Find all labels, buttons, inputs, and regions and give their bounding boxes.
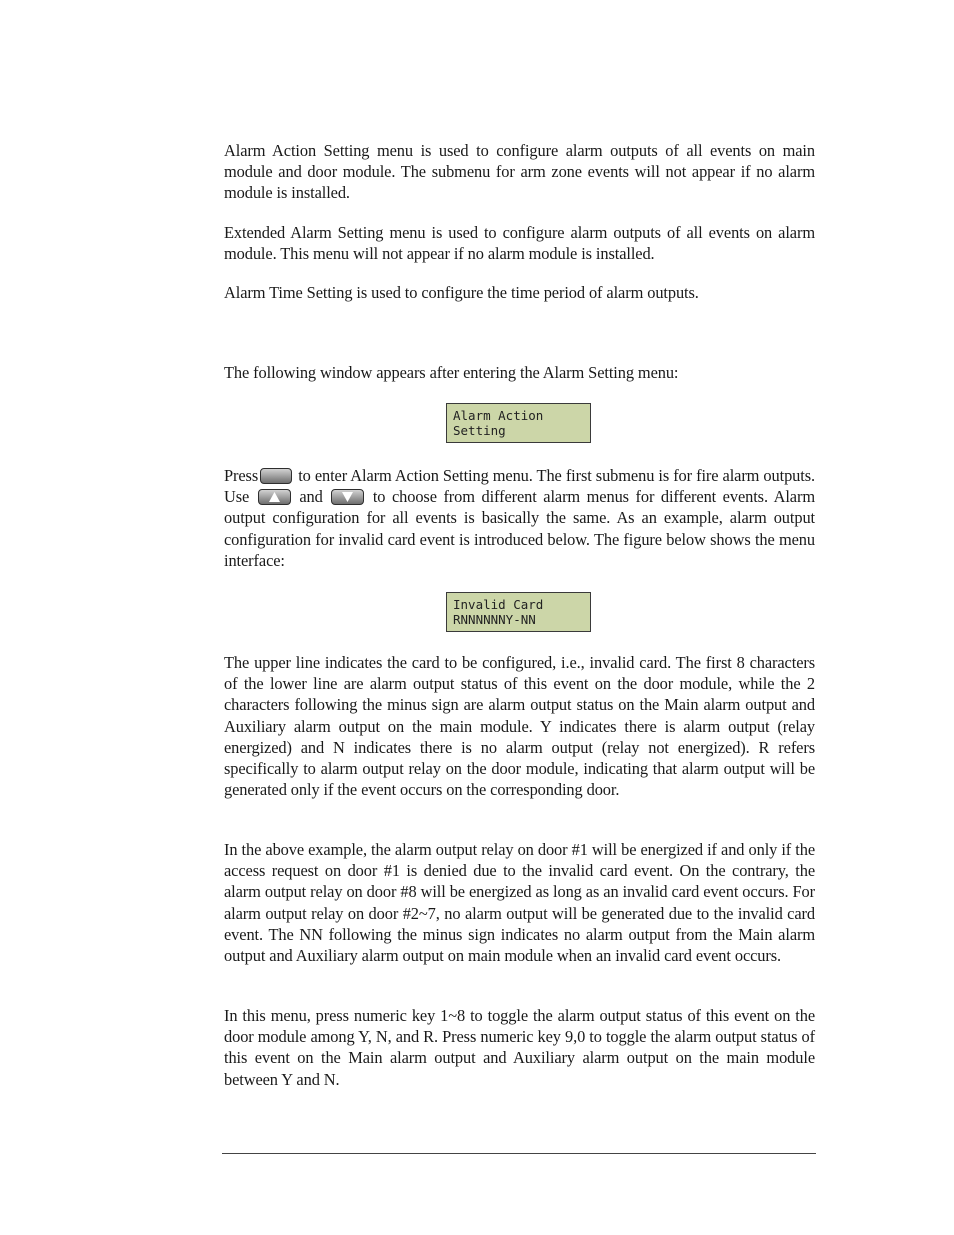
press-text-enter: to enter Alarm Action Setting menu. The first submenu is for fire alarm outputs. Use — [224, 466, 815, 507]
paragraph-alarm-time-setting: Alarm Time Setting is used to configure the time period of alarm outputs. — [224, 283, 699, 302]
lcd-line-1: Alarm Action — [453, 408, 544, 423]
lcd-line-2: RNNNNNNY-NN — [453, 612, 536, 627]
lcd-line-2: Setting — [453, 423, 506, 438]
enter-key-icon — [260, 468, 292, 484]
paragraph-extended-alarm-setting: Extended Alarm Setting menu is used to configure alarm outputs of all events on alarm module. This menu will not appear if no alarm module is installed. — [224, 223, 815, 264]
paragraph-upper-line-explanation: The upper line indicates the card to be configured, i.e., invalid card. The first 8 characters of the lower line are alarm output status of this event on the door module, while the 2 characters following the minus sign are alarm output status on the Main alarm output and Auxiliary alarm output on the main module. Y indicates there is alarm output (relay energized) and N indicates there is no alarm output (relay not energized). R refers specifically to alarm output relay on the door module, indicating that alarm output will be generated only if the event occurs on the corresponding door. — [224, 653, 815, 800]
lcd-line-1: Invalid Card — [453, 597, 544, 612]
paragraph-numeric-key-instructions: In this menu, press numeric key 1~8 to toggle the alarm output status of this event on the door module among Y, N, and R. Press numeric key 9,0 to toggle the alarm output status of this event on the Main alarm output and Auxiliary alarm output on the main module between Y and N. — [224, 1006, 815, 1089]
and-word: and — [292, 487, 330, 507]
up-arrow-key-icon — [258, 489, 291, 505]
paragraph-press-instructions — [224, 465, 815, 571]
lcd-display-alarm-action-setting — [446, 403, 591, 443]
paragraph-window-intro: The following window appears after entering the Alarm Setting menu: — [224, 363, 679, 382]
footer-divider — [222, 1153, 816, 1154]
paragraph-example-explanation: In the above example, the alarm output relay on door #1 will be energized if and only if the access request on door #1 is denied due to the invalid card event. On the contrary, the alarm output relay on door #8 will be energized as long as an invalid card event occurs. For alarm output relay on door #2~7, no alarm output will be generated due to the invalid card event. The NN following the minus sign indicates no alarm output from the Main alarm output and Auxiliary alarm output on main module when an invalid card event occurs. — [224, 840, 815, 966]
lcd-display-invalid-card — [446, 592, 591, 632]
press-word: Press — [224, 466, 259, 485]
press-text-arrows: to choose from different alarm menus for different events. Alarm output configuration for all events is basically the same. As an example, alarm output configuration for invalid card event is introduced below. The figure below shows the menu interface: — [224, 487, 815, 570]
down-arrow-key-icon — [331, 489, 364, 505]
paragraph-alarm-action-setting: Alarm Action Setting menu is used to configure alarm outputs of all events on main module and door module. The submenu for arm zone events will not appear if no alarm module is installed. — [224, 141, 815, 203]
